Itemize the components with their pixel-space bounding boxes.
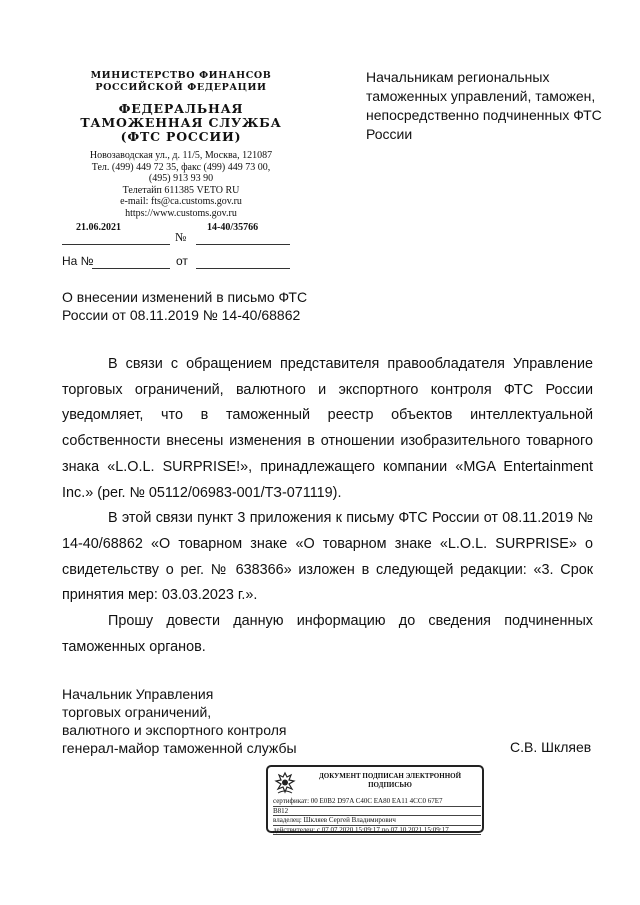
subject-line: О внесении изменений в письмо ФТС России от 08.11.2019 № 14-40/68862 bbox=[62, 289, 308, 323]
service-name-line3: (ФТС РОССИИ) bbox=[120, 129, 242, 144]
signatory-position bbox=[62, 685, 322, 757]
phone-text: Тел. (499) 449 72 35, факс (499) 449 73 00, bbox=[91, 161, 271, 173]
validity-line: действителен: с 07.07.2020 15:09:17 по 07.10.2021 15:09:17 bbox=[273, 826, 481, 836]
service-name-line1: ФЕДЕРАЛЬНАЯ bbox=[118, 101, 244, 116]
letterhead bbox=[56, 70, 306, 219]
certificate-line-2: B812 bbox=[273, 807, 481, 817]
stamp-details bbox=[273, 797, 481, 835]
signatory-name: С.В. Шкляев bbox=[510, 739, 592, 755]
document-number: 14-40/35766 bbox=[207, 222, 259, 233]
owner-line: владелец: Шкляев Сергей Владимирович bbox=[273, 816, 481, 826]
ref-date-underline bbox=[196, 268, 290, 269]
position-line-2: торговых ограничений, bbox=[62, 704, 212, 720]
letter-body bbox=[62, 352, 593, 660]
telex-text: Телетайп 611385 VETO RU bbox=[122, 184, 240, 196]
address-text: Новозаводская ул., д. 11/5, Москва, 121087 bbox=[89, 150, 273, 161]
ref-number-underline bbox=[92, 268, 170, 269]
position-line-4: генерал-майор таможенной службы bbox=[62, 740, 297, 756]
reference-row bbox=[62, 254, 302, 274]
position-line-3: валютного и экспортного контроля bbox=[62, 722, 287, 738]
position-line-1: Начальник Управления bbox=[62, 686, 214, 702]
service-name bbox=[56, 102, 306, 144]
document-date: 21.06.2021 bbox=[76, 222, 121, 233]
certificate-line-1: сертификат: 00 E0B2 D97A C40C EA80 EA11 4CC0 67E7 bbox=[273, 797, 481, 807]
electronic-signature-stamp bbox=[266, 765, 484, 833]
ministry-name: МИНИСТЕРСТВО ФИНАНСОВ РОССИЙСКОЙ ФЕДЕРАЦИИ bbox=[90, 70, 272, 93]
body-paragraph-2: В этой связи пункт 3 приложения к письму ФТС России от 08.11.2019 № 14-40/68862 «О товарном знаке «О товарном знаке «L.O.L. SURPRISE» о свидетельству о рег. № 638366» изложен в следующей редакции: «3. Срок принятия мер: 03.03.2023 г.». bbox=[62, 510, 593, 604]
service-name-line2: ТАМОЖЕННАЯ СЛУЖБА bbox=[80, 115, 282, 130]
phone-text-2: (495) 913 93 90 bbox=[148, 173, 214, 184]
addressee: Начальникам региональных таможенных управлений, таможен, непосредственно подчиненных ФТС России bbox=[366, 69, 602, 142]
ref-from-label: от bbox=[176, 254, 188, 268]
date-underline bbox=[62, 244, 170, 245]
number-label: № bbox=[175, 230, 187, 244]
stamp-title: ДОКУМЕНТ ПОДПИСАН ЭЛЕКТРОННОЙ ПОДПИСЬЮ bbox=[318, 772, 462, 789]
body-paragraph-3: Прошу довести данную информацию до сведения подчиненных таможенных органов. bbox=[62, 613, 593, 655]
emblem-icon bbox=[274, 771, 296, 795]
website-text: https://www.customs.gov.ru bbox=[125, 207, 237, 219]
contact-block bbox=[56, 150, 306, 219]
ref-number-label: На № bbox=[62, 254, 94, 268]
number-underline bbox=[196, 244, 290, 245]
body-paragraph-1: В связи с обращением представителя правообладателя Управление торговых ограничений, валютного и экспортного контроля ФТС России уведомляет, что в таможенный реестр объектов интеллектуальной собственности внесены изменения в отношении изобразительного товарного знака «L.O.L. SURPRISE!», принадлежащего компании «MGA Entertainment Inc.» (рег. № 05112/06983-001/ТЗ-071119). bbox=[62, 356, 593, 501]
email-text: e-mail: fts@ca.customs.gov.ru bbox=[120, 196, 242, 207]
date-number-row bbox=[62, 222, 292, 246]
